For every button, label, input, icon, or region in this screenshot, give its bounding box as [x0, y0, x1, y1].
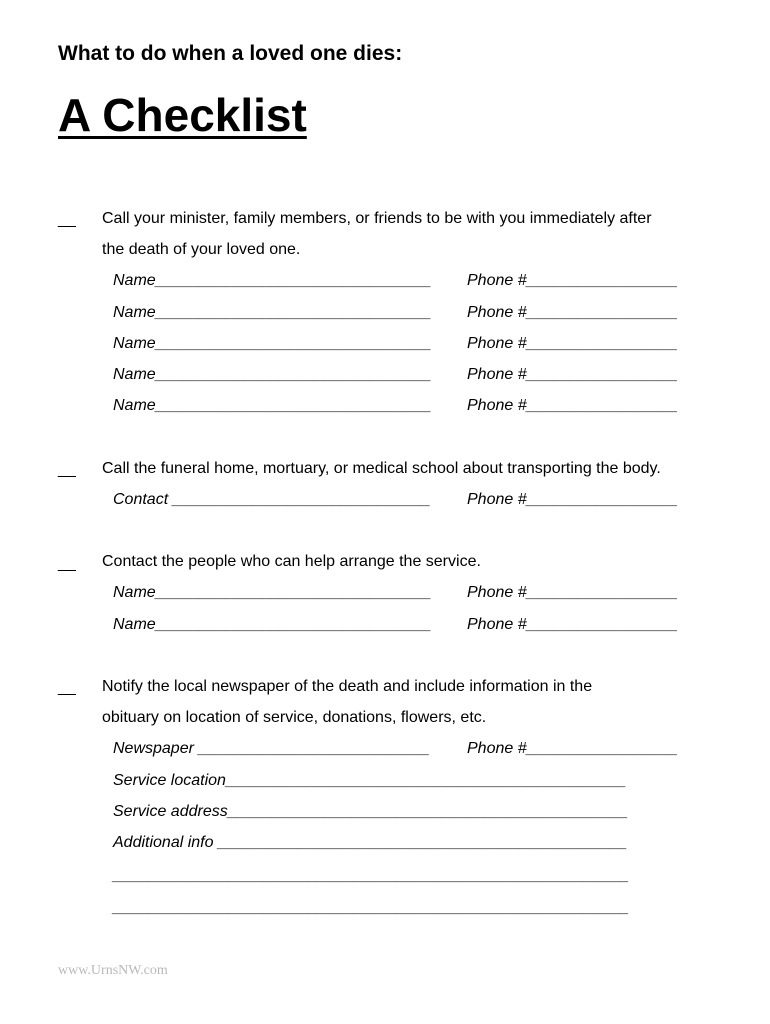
blank-line-field[interactable]: [113, 899, 629, 917]
contact-field[interactable]: [113, 491, 678, 509]
item-text-line: the death of your loved one.: [102, 241, 301, 258]
page-subtitle: What to do when a loved one dies:: [58, 42, 403, 65]
item-text-line: obituary on location of service, donations, flowers, etc.: [102, 709, 487, 726]
field-label: Additional info ______________________________________________: [113, 834, 628, 851]
phone-field[interactable]: Phone #_________________: [467, 740, 678, 757]
service-address-field[interactable]: [113, 803, 628, 821]
page-title: A Checklist: [58, 89, 307, 141]
footer-url: www.UrnsNW.com: [58, 963, 168, 978]
field-label: Name_______________________________: [113, 366, 432, 383]
field-label: Contact _____________________________: [113, 491, 431, 508]
item-text-line: Call your minister, family members, or friends to be with you immediately after: [102, 210, 652, 227]
phone-field[interactable]: Phone #_________________: [467, 335, 678, 352]
field-label: Name_______________________________: [113, 397, 432, 414]
name-field[interactable]: [113, 272, 678, 290]
phone-field[interactable]: Phone #_________________: [467, 584, 678, 601]
field-label: Name_______________________________: [113, 335, 432, 352]
item-text-line: Notify the local newspaper of the death and include information in the: [102, 678, 593, 695]
checkbox-blank[interactable]: __: [58, 211, 76, 228]
field-label: __________________________________________________________: [113, 899, 630, 916]
field-label: Service location_____________________________________________: [113, 772, 627, 789]
phone-field[interactable]: Phone #_________________: [467, 491, 678, 508]
additional-info-field[interactable]: [113, 834, 627, 852]
field-label: Name_______________________________: [113, 584, 432, 601]
field-label: Name_______________________________: [113, 616, 432, 633]
phone-field[interactable]: Phone #_________________: [467, 616, 678, 633]
service-location-field[interactable]: [113, 772, 626, 790]
name-field[interactable]: [113, 304, 678, 322]
field-label: __________________________________________________________: [113, 867, 630, 884]
newspaper-field[interactable]: [113, 740, 678, 758]
name-field[interactable]: [113, 366, 678, 384]
checkbox-blank[interactable]: __: [58, 461, 76, 478]
item-text-line: Contact the people who can help arrange the service.: [102, 553, 481, 570]
phone-field[interactable]: Phone #_________________: [467, 366, 678, 383]
name-field[interactable]: [113, 335, 678, 353]
name-field[interactable]: [113, 397, 678, 415]
field-label: Name_______________________________: [113, 272, 432, 289]
blank-line-field[interactable]: [113, 867, 629, 885]
item-text-line: Call the funeral home, mortuary, or medical school about transporting the body.: [102, 460, 661, 477]
checkbox-blank[interactable]: __: [58, 555, 76, 572]
phone-field[interactable]: Phone #_________________: [467, 272, 678, 289]
field-label: Newspaper __________________________: [113, 740, 430, 757]
phone-field[interactable]: Phone #_________________: [467, 397, 678, 414]
field-label: Service address_____________________________________________: [113, 803, 629, 820]
field-label: Name_______________________________: [113, 304, 432, 321]
phone-field[interactable]: Phone #_________________: [467, 304, 678, 321]
name-field[interactable]: [113, 584, 678, 602]
name-field[interactable]: [113, 616, 678, 634]
checkbox-blank[interactable]: __: [58, 679, 76, 696]
